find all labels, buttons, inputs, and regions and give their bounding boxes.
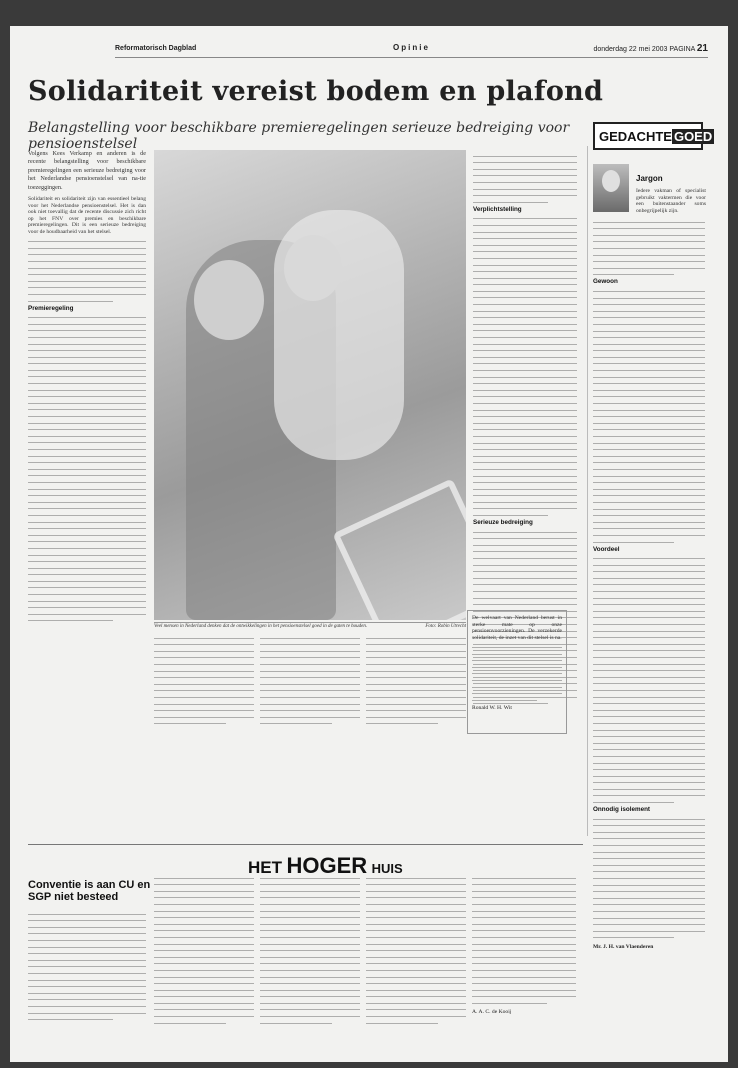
subhead-premieregeling: Premieregeling xyxy=(28,304,74,312)
article-intro: Volgens Kees Verkamp en anderen is de recente belangstelling voor beschikbare premieregelingen een serieuze bedreiging voor het Nederlandse pensioenstelsel van na-tie toezeggingen. xyxy=(28,150,146,191)
bottom-column-3 xyxy=(260,872,360,1024)
column-logo xyxy=(593,122,713,150)
article-photo xyxy=(154,150,466,620)
column-logo-part-1: GEDACHTE xyxy=(599,129,672,144)
bottom-author: A. A. C. de Kooij xyxy=(472,1008,512,1015)
photo-credit: Foto: Robin Utrecht xyxy=(425,624,466,629)
column-author: Mr. J. H. van Vlaenderen xyxy=(593,944,654,951)
bottom-column-5 xyxy=(472,872,576,1015)
column-divider xyxy=(587,146,588,836)
bottom-column-2 xyxy=(154,872,254,1024)
section-separator xyxy=(28,844,583,845)
article-headline: Solidariteit vereist bodem en plafond xyxy=(28,76,604,107)
bottom-column-4 xyxy=(366,872,466,1024)
page-info xyxy=(593,43,708,54)
publication-name: Reformatorisch Dagblad xyxy=(115,45,197,52)
subhead-serieuze-bedreiging: Serieuze bedreiging xyxy=(473,519,533,527)
subhead-voordeel: Voordeel xyxy=(593,545,620,553)
subhead-verplichtstelling: Verplichtstelling xyxy=(473,205,522,213)
body-text-lines xyxy=(28,317,146,621)
article-subheadline: Belangstelling voor beschikbare premieregelingen serieuze bedreiging voor pensioenstelsel xyxy=(28,120,570,152)
article-column-1 xyxy=(28,150,146,621)
section-name: Opinie xyxy=(393,43,430,52)
bottom-column-1 xyxy=(28,908,146,1020)
issue-date: donderdag 22 mei 2003 xyxy=(593,46,668,53)
photo-caption xyxy=(154,622,466,629)
subhead-gewoon: Gewoon xyxy=(593,278,618,286)
article-body-1: Solidariteit en solidariteit zijn van essentieel belang voor het Nederlandse pensioenstelsel. Het is dan ook niet toevallig dat de recente discussie zich richt op het FNV over premies en beschikbare premieregelingen. Dit is een serieuze bedreiging voor de houdbaarheid van het stelsel. xyxy=(28,196,146,235)
article-infobox xyxy=(467,610,567,734)
column-title: Jargon xyxy=(636,174,663,183)
infobox-author: Ronald W. H. Wit xyxy=(472,704,512,711)
page-number: 21 xyxy=(696,43,708,54)
article-column-2 xyxy=(154,632,254,724)
infobox-text: De welvaart van Nederland berust in sterke mate op onze pensioenvoorzieningen. De verzekerde solidariteit, de inzet van dit stelsel is na. xyxy=(472,615,562,641)
newspaper-page xyxy=(10,26,728,1062)
strip-word-huis: HUIS xyxy=(371,861,403,876)
strip-word-hoger: HOGER xyxy=(286,853,368,878)
page-header xyxy=(115,43,708,58)
bottom-headline: Conventie is aan CU en SGP niet besteed xyxy=(28,879,151,903)
article-column-3 xyxy=(260,632,360,724)
column-logo-part-2: GOED xyxy=(673,129,713,144)
page-label: PAGINA xyxy=(669,46,695,53)
column-intro: Iedere vakman of specialist gebruikt vaktermen die voor een buitenstaander soms onbegrijpelijk zijn. xyxy=(636,188,706,214)
strip-word-het: HET xyxy=(248,858,282,877)
column-body xyxy=(593,216,705,950)
body-text-lines xyxy=(28,241,146,301)
caption-text: Veel mensen in Nederland denken dat de ontwikkelingen in het pensioenstelsel goed in de gaten te houden. xyxy=(154,624,368,629)
author-portrait xyxy=(593,164,629,212)
article-column-4 xyxy=(366,632,466,724)
subhead-onnodig-isolement: Onnodig isolement xyxy=(593,806,651,814)
